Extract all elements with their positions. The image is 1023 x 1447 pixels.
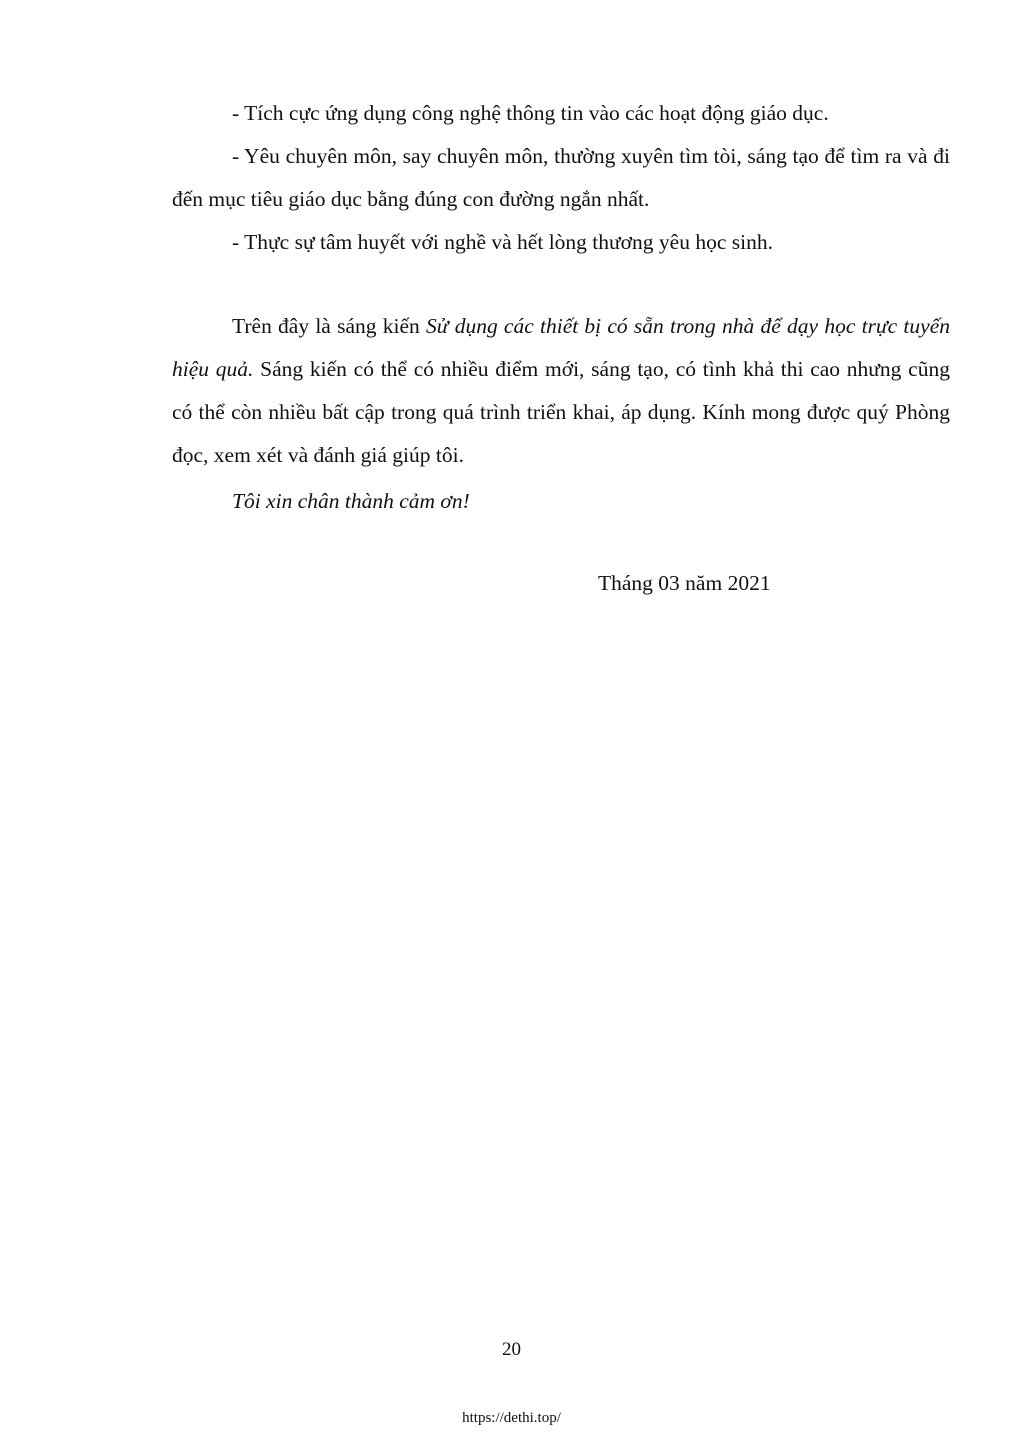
bullet-item-professional-passion: - Yêu chuyên môn, say chuyên môn, thường xuyên tìm tòi, sáng tạo để tìm ra và đi đến mục tiêu giáo dục bằng đúng con đường ngắn nhất.	[172, 144, 950, 211]
bullet-item-it-application: - Tích cực ứng dụng công nghệ thông tin vào các hoạt động giáo dục.	[232, 101, 829, 125]
closing-paragraph	[172, 305, 950, 477]
page-number: 20	[502, 1339, 521, 1360]
thanks-text: Tôi xin chân thành cảm ơn!	[232, 489, 470, 513]
closing-intro: Trên đây là sáng kiến	[232, 314, 426, 338]
bullet-list	[172, 92, 950, 264]
closing-rest: Sáng kiến có thể có nhiều điểm mới, sáng tạo, có tình khả thi cao nhưng cũng có thể còn nhiều bất cập trong quá trình triển khai, áp dụng. Kính mong được quý Phòng đọc, xem xét và đánh giá giúp tôi.	[172, 357, 950, 467]
initiative-title: Sử dụng các thiết bị có sẵn trong nhà để dạy học trực tuyến hiệu quả.	[172, 314, 950, 381]
footer-url: https://dethi.top/	[462, 1410, 561, 1426]
bullet-item-dedication: - Thực sự tâm huyết với nghề và hết lòng thương yêu học sinh.	[232, 230, 773, 254]
signature-date: Tháng 03 năm 2021	[598, 571, 771, 595]
thanks-line	[172, 480, 950, 523]
